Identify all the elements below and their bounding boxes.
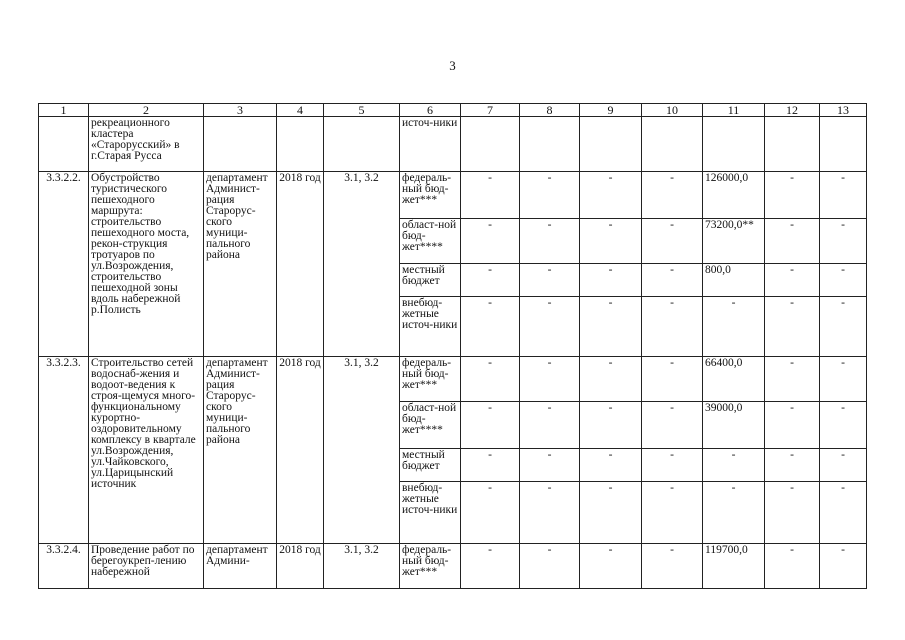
executor-cell: департамент Админи- xyxy=(204,544,277,589)
table-row-continuation xyxy=(39,117,867,172)
value-cell: - xyxy=(765,402,820,449)
value-cell: - xyxy=(580,357,642,402)
value-cell: - xyxy=(703,449,765,482)
funding-source-cell: област-ной бюд-жет**** xyxy=(400,219,461,264)
item-name-cell: рекреационного кластера «Старорусский» в г.Старая Русса xyxy=(89,117,204,172)
value-cell: - xyxy=(820,357,867,402)
funding-source-cell: федераль-ный бюд-жет*** xyxy=(400,544,461,589)
value-cell: - xyxy=(520,449,580,482)
item-name-cell: Обустройство туристического пешеходного маршрута: строительство пешеходного моста, рекон-струкция тротуаров по ул.Возрождения, строительство пешеходной зоны вдоль набережной р.Полисть xyxy=(89,172,204,357)
header-cell: 13 xyxy=(820,104,867,117)
value-cell: - xyxy=(642,297,703,357)
header-cell: 7 xyxy=(461,104,520,117)
value-cell: - xyxy=(765,264,820,297)
year-cell: 2018 год xyxy=(277,172,324,357)
column-number-header-row xyxy=(39,104,867,117)
budget-table xyxy=(38,103,867,589)
value-cell: - xyxy=(580,297,642,357)
funding-source-cell: внебюд-жетные источ-ники xyxy=(400,297,461,357)
value-cell: 119700,0 xyxy=(703,544,765,589)
item-number-cell xyxy=(39,117,89,172)
value-cell xyxy=(461,117,520,172)
value-cell: - xyxy=(520,357,580,402)
value-cell: - xyxy=(642,449,703,482)
value-cell: - xyxy=(580,402,642,449)
item-name-cell: Проведение работ по берегоукреп-лению набережной xyxy=(89,544,204,589)
value-cell: - xyxy=(703,297,765,357)
value-cell: - xyxy=(642,172,703,219)
value-cell: - xyxy=(642,219,703,264)
value-cell: - xyxy=(765,357,820,402)
value-cell: - xyxy=(580,264,642,297)
value-cell: - xyxy=(765,172,820,219)
value-cell xyxy=(520,117,580,172)
points-cell: 3.1, 3.2 xyxy=(324,544,400,589)
value-cell: - xyxy=(520,172,580,219)
value-cell: - xyxy=(461,357,520,402)
points-cell xyxy=(324,117,400,172)
value-cell: - xyxy=(820,297,867,357)
value-cell: - xyxy=(765,297,820,357)
value-cell: - xyxy=(765,544,820,589)
value-cell: - xyxy=(642,402,703,449)
funding-source-cell: федераль-ный бюд-жет*** xyxy=(400,357,461,402)
value-cell: - xyxy=(765,482,820,544)
executor-cell: департамент Админист-рация Старорус-ского муници-пального района xyxy=(204,357,277,544)
header-cell: 3 xyxy=(204,104,277,117)
value-cell: - xyxy=(461,402,520,449)
executor-cell xyxy=(204,117,277,172)
value-cell: - xyxy=(642,482,703,544)
value-cell: - xyxy=(461,482,520,544)
value-cell: 39000,0 xyxy=(703,402,765,449)
funding-source-cell: местный бюджет xyxy=(400,449,461,482)
value-cell: - xyxy=(703,482,765,544)
value-cell: - xyxy=(820,544,867,589)
value-cell: - xyxy=(820,482,867,544)
header-cell: 2 xyxy=(89,104,204,117)
header-cell: 10 xyxy=(642,104,703,117)
value-cell: - xyxy=(765,449,820,482)
value-cell: - xyxy=(461,172,520,219)
value-cell: 800,0 xyxy=(703,264,765,297)
funding-source-cell: област-ной бюд-жет**** xyxy=(400,402,461,449)
value-cell: 126000,0 xyxy=(703,172,765,219)
value-cell: 66400,0 xyxy=(703,357,765,402)
value-cell: - xyxy=(820,172,867,219)
item-number-cell: 3.3.2.4. xyxy=(39,544,89,589)
value-cell: - xyxy=(580,172,642,219)
value-cell: - xyxy=(642,544,703,589)
year-cell: 2018 год xyxy=(277,544,324,589)
executor-cell: департамент Админист-рация Старорус-ского муници-пального района xyxy=(204,172,277,357)
value-cell: - xyxy=(580,219,642,264)
value-cell: - xyxy=(461,297,520,357)
value-cell: - xyxy=(520,297,580,357)
value-cell: - xyxy=(642,264,703,297)
value-cell: - xyxy=(820,449,867,482)
funding-source-cell: федераль-ный бюд-жет*** xyxy=(400,172,461,219)
value-cell: - xyxy=(765,219,820,264)
header-cell: 1 xyxy=(39,104,89,117)
item-number-cell: 3.3.2.2. xyxy=(39,172,89,357)
table-row xyxy=(39,357,867,402)
item-number-cell: 3.3.2.3. xyxy=(39,357,89,544)
value-cell: - xyxy=(461,264,520,297)
header-cell: 4 xyxy=(277,104,324,117)
year-cell xyxy=(277,117,324,172)
header-cell: 6 xyxy=(400,104,461,117)
funding-source-cell: местный бюджет xyxy=(400,264,461,297)
funding-source-cell: внебюд-жетные источ-ники xyxy=(400,482,461,544)
value-cell: 73200,0** xyxy=(703,219,765,264)
value-cell: - xyxy=(820,264,867,297)
header-cell: 11 xyxy=(703,104,765,117)
header-cell: 9 xyxy=(580,104,642,117)
page-number: 3 xyxy=(449,58,456,73)
value-cell: - xyxy=(461,449,520,482)
table-row xyxy=(39,172,867,219)
header-cell: 8 xyxy=(520,104,580,117)
points-cell: 3.1, 3.2 xyxy=(324,357,400,544)
year-cell: 2018 год xyxy=(277,357,324,544)
item-name-cell: Строительство сетей водоснаб-жения и водоот-ведения к строя-щемуся много-функциональному курортно-оздоровительному комплексу в квартале ул.Возрождения, ул.Чайковского, ул.Царицынский источник xyxy=(89,357,204,544)
value-cell xyxy=(820,117,867,172)
value-cell xyxy=(580,117,642,172)
value-cell xyxy=(642,117,703,172)
value-cell: - xyxy=(820,402,867,449)
value-cell: - xyxy=(580,482,642,544)
header-cell: 5 xyxy=(324,104,400,117)
value-cell: - xyxy=(520,264,580,297)
funding-source-cell: источ-ники xyxy=(400,117,461,172)
value-cell xyxy=(765,117,820,172)
value-cell: - xyxy=(461,544,520,589)
value-cell: - xyxy=(580,449,642,482)
value-cell: - xyxy=(520,402,580,449)
value-cell: - xyxy=(461,219,520,264)
value-cell: - xyxy=(820,219,867,264)
value-cell: - xyxy=(642,357,703,402)
value-cell: - xyxy=(520,482,580,544)
table-row xyxy=(39,544,867,589)
value-cell: - xyxy=(520,219,580,264)
value-cell xyxy=(703,117,765,172)
value-cell: - xyxy=(520,544,580,589)
value-cell: - xyxy=(580,544,642,589)
header-cell: 12 xyxy=(765,104,820,117)
points-cell: 3.1, 3.2 xyxy=(324,172,400,357)
